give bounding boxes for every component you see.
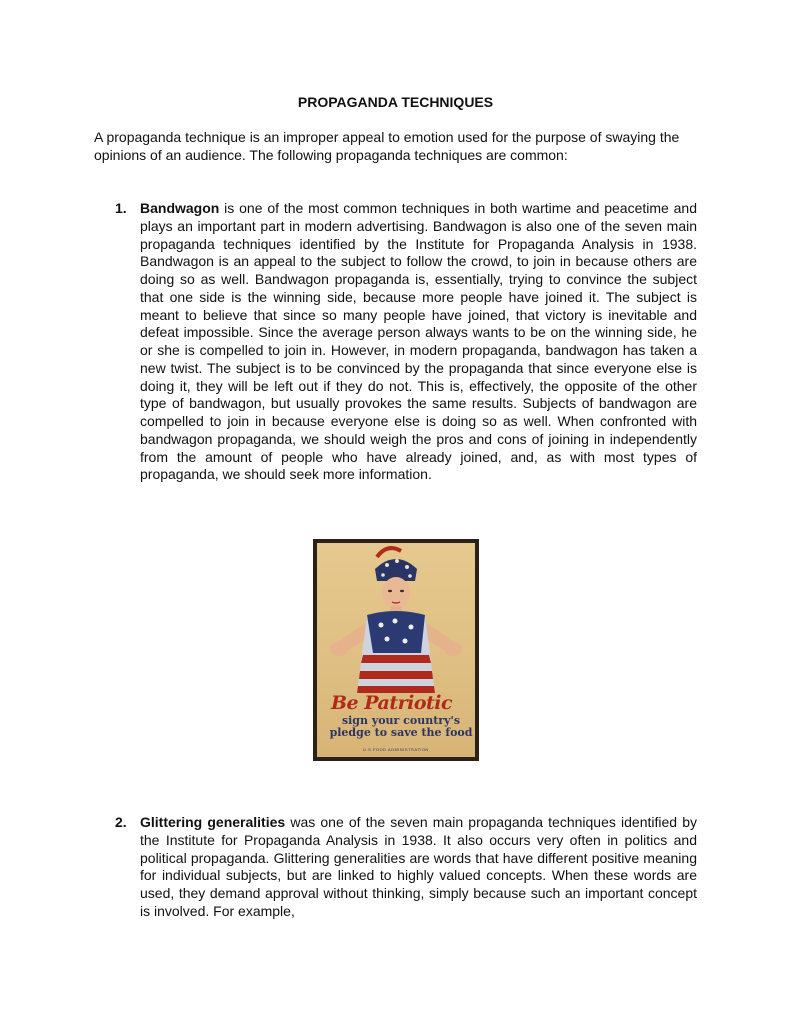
list-item-bandwagon <box>115 200 697 484</box>
term-bandwagon: Bandwagon <box>140 200 220 216</box>
poster-subline <box>327 715 475 739</box>
item-text: is one of the most common techniques in both wartime and peacetime and plays an important part in modern advertising. Bandwagon is also one of the seven main propaganda techniques identified by the Institute for Propaganda Analysis in 1938. Bandwagon is an appeal to the subject to follow the crowd, to join in because others are doing so as well. Bandwagon propaganda is, essentially, trying to convince the subject that one side is the winning side, because more people have joined it. The subject is meant to believe that since so many people have joined, that victory is inevitable and defeat impossible. Since the average person always wants to be on the winning side, he or she is compelled to join in. However, in modern propaganda, bandwagon has taken a new twist. The subject is to be convinced by the propaganda that since everyone else is doing it, they will be left out if they do not. This is, effectively, the opposite of the other type of bandwagon, but usually provokes the same results. Subjects of bandwagon are compelled to join in because everyone else is doing so as well. When confronted with bandwagon propaganda, we should weigh the pros and cons of joining in independently from the amount of people who have already joined, and, as with most types of propaganda, we should seek more information. <box>140 200 697 483</box>
poster-subline-1: sign your country's <box>341 714 461 727</box>
list-item-glittering-generalities <box>115 814 697 921</box>
be-patriotic-poster <box>313 539 479 761</box>
poster-headline: Be Patriotic <box>331 692 453 714</box>
list-item-number: 2. <box>115 814 127 830</box>
list-item-number: 1. <box>115 200 127 216</box>
intro-paragraph: A propaganda technique is an improper appeal to emotion used for the purpose of swaying the opinions of an audience. The following propaganda techniques are common: <box>94 129 680 163</box>
item-text: was one of the seven main propaganda techniques identified by the Institute for Propaganda Analysis in 1938. It also occurs very often in politics and political propaganda. Glittering generalities are words that have different positive meaning for individual subjects, but are linked to highly valued concepts. When these words are used, they demand approval without thinking, simply because such an important concept is involved. For example, <box>140 814 697 919</box>
poster-subline-2: pledge to save the food <box>329 726 473 739</box>
term-glittering-generalities: Glittering generalities <box>140 814 286 830</box>
poster-credit: U.S.FOOD ADMINISTRATION <box>363 747 429 752</box>
page-title: PROPAGANDA TECHNIQUES <box>297 94 494 110</box>
poster-artwork <box>317 543 475 757</box>
